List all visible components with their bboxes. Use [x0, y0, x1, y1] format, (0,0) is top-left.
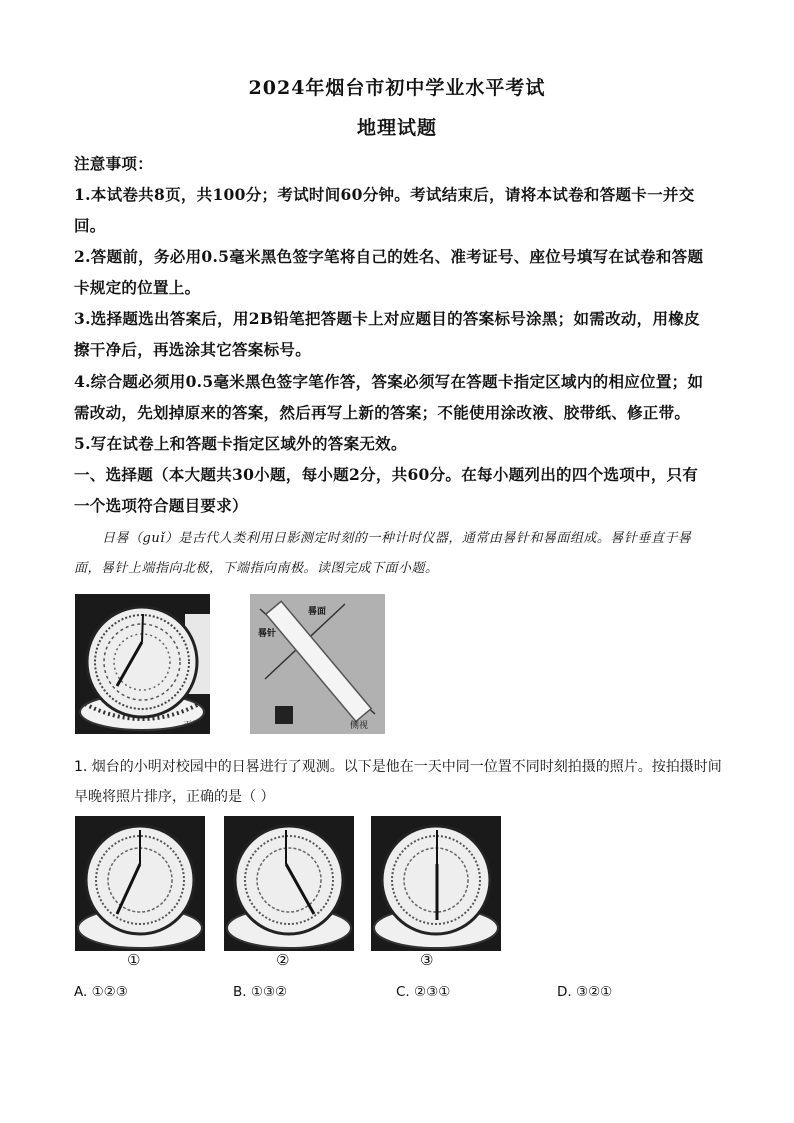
sundial-side-view-image — [250, 594, 385, 734]
section-heading: 一、选择题（本大题共30小题，每小题2分，共60分。在每小题列出的四个选项中，只有 — [74, 465, 699, 484]
passage-line: 日晷（guǐ）是古代人类利用日影测定时刻的一种计时仪器，通常由晷针和晷面组成。晷针垂直于晷 — [102, 531, 692, 546]
sundial-photo-1 — [75, 816, 205, 951]
option-c[interactable]: C. ②③① — [396, 984, 451, 1000]
option-a[interactable]: A. ①②③ — [74, 984, 128, 1000]
photo-label: ① — [127, 951, 141, 969]
notes-line: 3.选择题选出答案后，用2B铅笔把答题卡上对应题目的答案标号涂黑；如需改动，用橡皮 — [74, 309, 700, 328]
passage-line: 面，晷针上端指向北极，下端指向南极。读图完成下面小题。 — [74, 561, 439, 576]
photo-label: ② — [276, 951, 290, 969]
notes-line: 卡规定的位置上。 — [74, 278, 201, 297]
notes-line: 5.写在试卷上和答题卡指定区域外的答案无效。 — [74, 434, 407, 453]
notes-heading: 注意事项： — [74, 154, 154, 173]
notes-line: 回。 — [74, 216, 106, 235]
sundial-front-view-image — [75, 594, 210, 734]
dial-face-label: 晷面 — [308, 607, 327, 617]
question-text: 早晚将照片排序，正确的是（ ） — [74, 789, 275, 805]
section-heading: 一个选项符合题目要求） — [74, 496, 248, 515]
option-d[interactable]: D. ③②① — [557, 984, 613, 1000]
option-b[interactable]: B. ①③② — [233, 984, 288, 1000]
sundial-photo-2 — [224, 816, 354, 951]
needle-label: 晷针 — [258, 629, 277, 639]
front-view-label: 正视 — [183, 721, 202, 731]
notes-line: 2.答题前，务必用0.5毫米黑色签字笔将自己的姓名、准考证号、座位号填写在试卷和答题 — [74, 247, 704, 266]
notes-line: 擦干净后，再选涂其它答案标号。 — [74, 340, 312, 359]
side-view-label: 侧视 — [350, 721, 369, 731]
question-text: 1. 烟台的小明对校园中的日晷进行了观测。以下是他在一天中同一位置不同时刻拍摄的照片。按拍摄时间 — [74, 759, 722, 775]
notes-line: 4.综合题必须用0.5毫米黑色签字笔作答，答案必须写在答题卡指定区域内的相应位置；如 — [74, 372, 704, 391]
photo-label: ③ — [420, 951, 434, 969]
exam-subtitle: 地理试题 — [356, 117, 437, 139]
notes-line: 需改动，先划掉原来的答案，然后再写上新的答案；不能使用涂改液、胶带纸、修正带。 — [74, 403, 691, 422]
exam-title: 2024年烟台市初中学业水平考试 — [248, 77, 546, 99]
notes-line: 1.本试卷共8页，共100分；考试时间60分钟。考试结束后，请将本试卷和答题卡一并交 — [74, 185, 695, 204]
sundial-photo-3 — [371, 816, 501, 951]
